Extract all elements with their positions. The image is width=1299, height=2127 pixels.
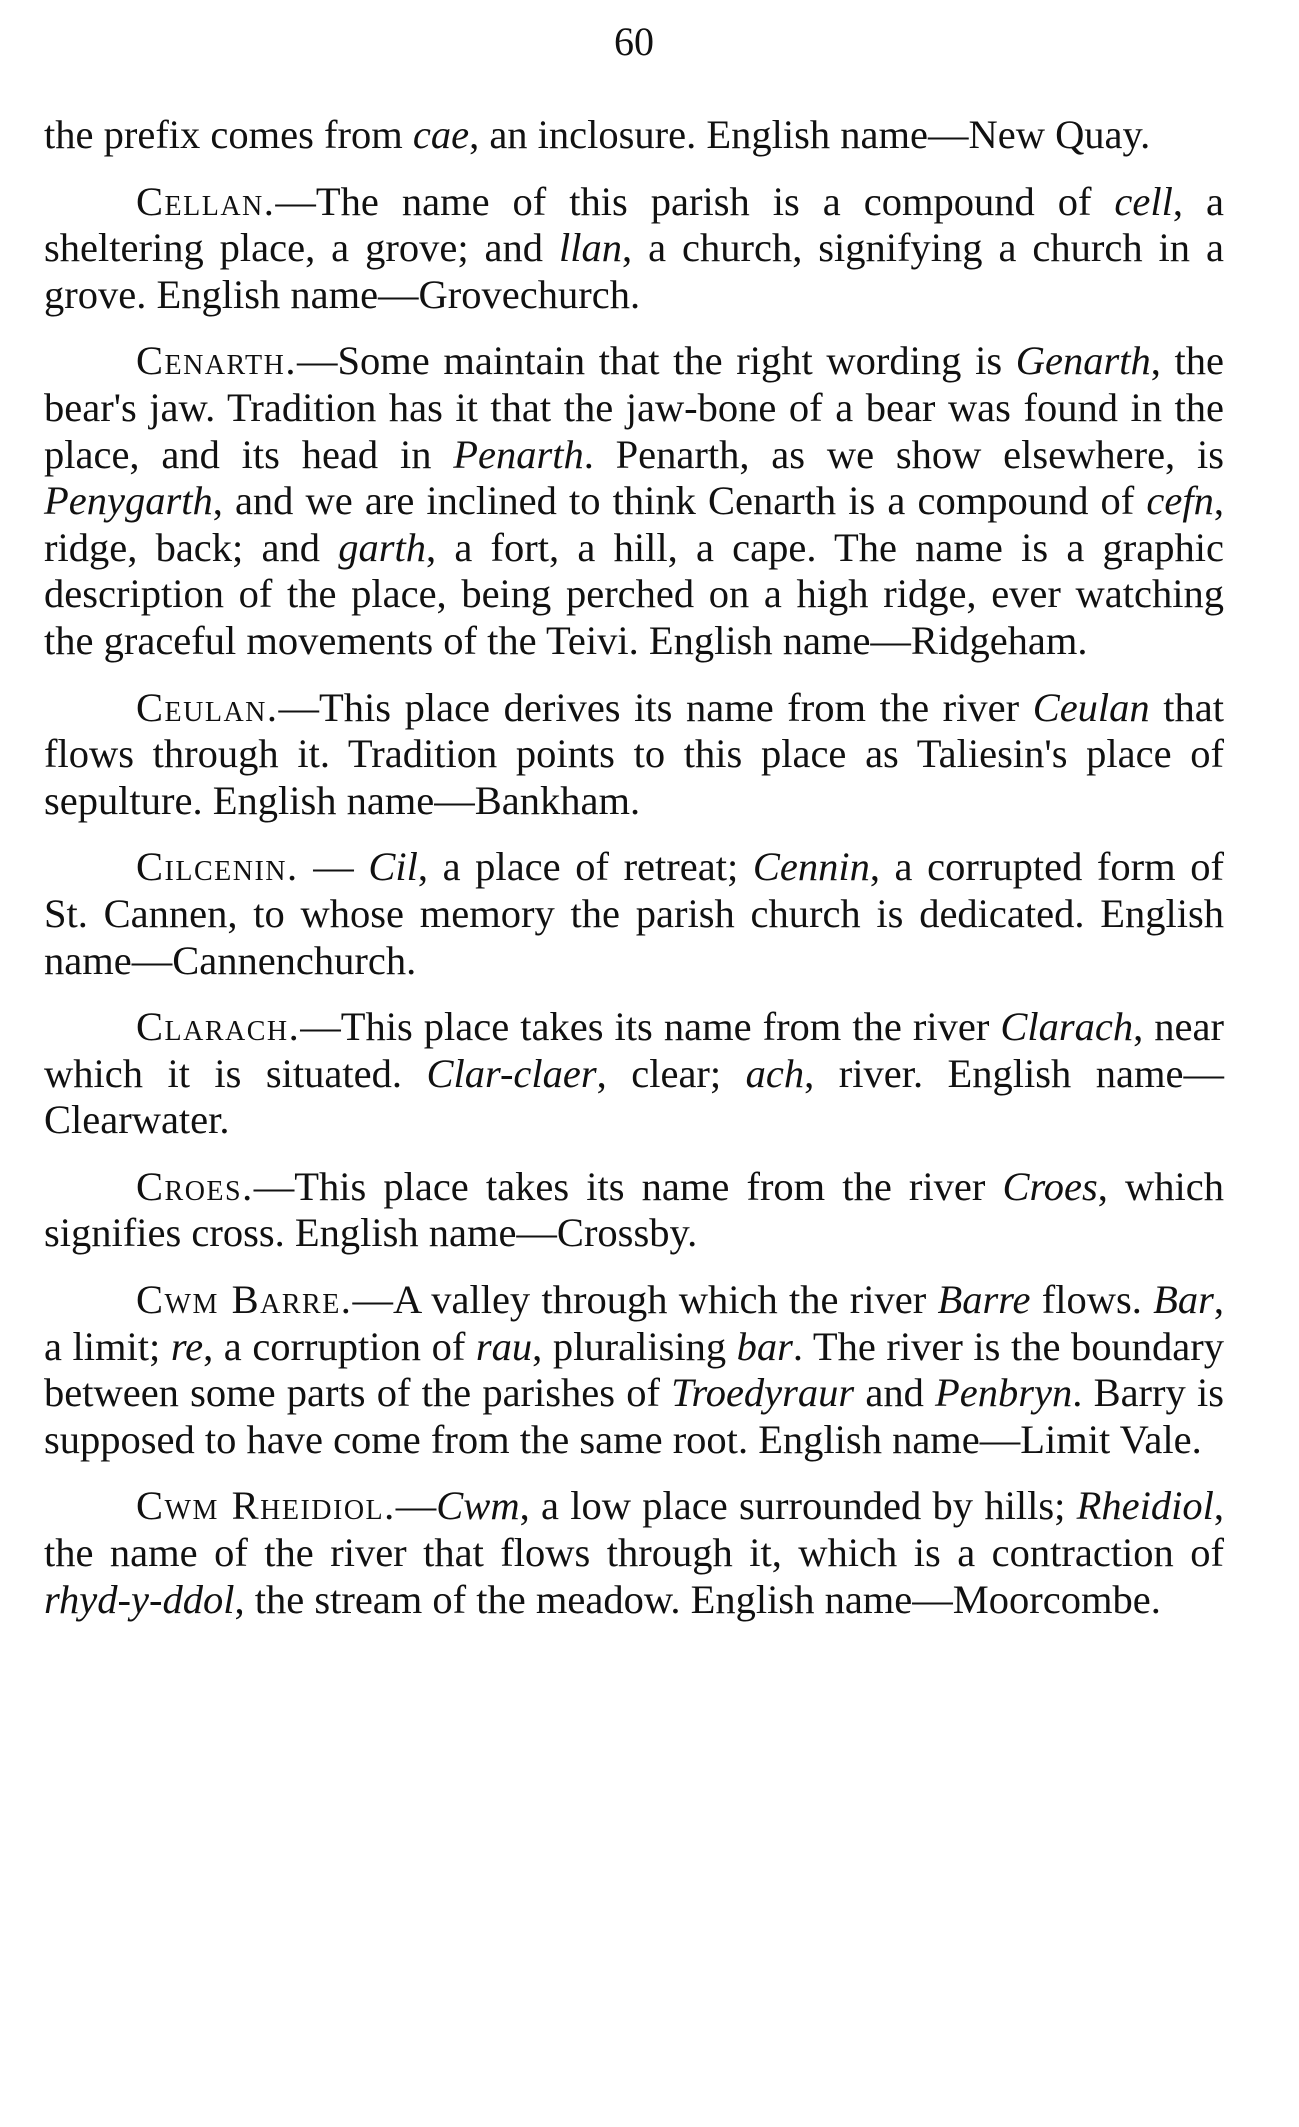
body-text: —This place takes its name from the river	[253, 1163, 1003, 1209]
body-text: —This place derives its name from the river	[278, 684, 1033, 730]
italic-term: Bar	[1153, 1277, 1214, 1323]
italic-term: cae	[412, 112, 470, 157]
body-text: , river. English name—Clearwater.	[44, 1050, 1224, 1143]
body-text: —	[298, 844, 369, 890]
entry-paragraph	[44, 179, 1224, 319]
italic-term: Clar-claer	[426, 1050, 597, 1096]
body-text: , a low place surrounded by hills;	[519, 1483, 1077, 1529]
page-number: 60	[614, 19, 654, 64]
paragraph-continuation	[44, 112, 1224, 159]
body-text: , pluralising	[532, 1323, 737, 1369]
body-text: —	[395, 1483, 437, 1529]
italic-term: Barre	[937, 1277, 1031, 1323]
body-text: , and we are inclined to think Cenarth is a compound of	[212, 478, 1147, 524]
body-text: , the bear's jaw. Tradition has it that the jaw-bone of a bear was found in the place, and its head in	[44, 338, 1224, 477]
entry-heading: Croes.	[136, 1163, 254, 1209]
body-text: that flows through it. Tradition points to this place as Taliesin's place of sepulture. English name—Bankham.	[44, 684, 1224, 823]
body-text: —Some maintain that the right wording is	[297, 338, 1016, 384]
italic-term: Penbryn	[935, 1370, 1073, 1416]
italic-term: garth	[338, 524, 426, 570]
body-text: , which signifies cross. English name—Crossby.	[44, 1163, 1224, 1256]
italic-term: rhyd-y-ddol	[44, 1576, 235, 1622]
italic-term: cell	[1114, 178, 1173, 224]
italic-term: Penygarth	[44, 478, 213, 524]
body-text: . Penarth, as we show elsewhere, is	[583, 431, 1224, 477]
text-body	[44, 112, 1224, 1643]
entry-heading: Cwm Rheidiol.	[136, 1483, 396, 1529]
entry-paragraph	[44, 1004, 1224, 1144]
entry-paragraph	[44, 1164, 1224, 1257]
italic-term: re	[170, 1323, 204, 1369]
entry-heading: Cellan.	[136, 178, 276, 224]
italic-term: llan	[558, 225, 622, 271]
body-text: and	[854, 1370, 936, 1416]
entry-heading: Cenarth.	[136, 338, 298, 384]
italic-term: Croes	[1002, 1163, 1098, 1209]
italic-term: Clarach	[1000, 1004, 1134, 1050]
body-text: , the name of the river that flows through it, which is a contraction of	[44, 1483, 1224, 1576]
body-text: , a place of retreat;	[417, 844, 753, 890]
entry-heading: Cwm Barre.	[136, 1277, 353, 1323]
body-text: , a fort, a hill, a cape. The name is a graphic description of the place, being perched on a high ridge, ever watching the graceful movements of the Teivi. English name—Ridgeham.	[44, 524, 1224, 663]
body-text: , the stream of the meadow. English name—Moorcombe.	[234, 1576, 1161, 1622]
entry-paragraph	[44, 1277, 1224, 1463]
entry-paragraph	[44, 338, 1224, 664]
italic-term: rau	[475, 1323, 533, 1369]
italic-term: Rheidiol	[1076, 1483, 1214, 1529]
italic-term: Cennin	[752, 844, 870, 890]
body-text: , a sheltering place, a grove; and	[44, 178, 1224, 271]
body-text: , clear;	[596, 1050, 746, 1096]
italic-term: Cwm	[436, 1483, 520, 1529]
italic-term: Cil	[368, 844, 418, 890]
body-text: the prefix comes from	[44, 112, 413, 157]
body-text: —This place takes its name from the river	[300, 1004, 1001, 1050]
italic-term: Troedyraur	[671, 1370, 855, 1416]
italic-term: cefn	[1146, 478, 1214, 524]
body-text: , an inclosure. English name—New Quay.	[469, 112, 1151, 157]
entry-heading: Clarach.	[136, 1004, 301, 1050]
entry-paragraph	[44, 844, 1224, 984]
body-text: , near which it is situated.	[44, 1004, 1224, 1096]
italic-term: Ceulan	[1032, 684, 1150, 730]
italic-term: bar	[736, 1323, 793, 1369]
body-text: . The river is the boundary between some parts of the parishes of	[44, 1323, 1224, 1416]
body-text: , a corrupted form of St. Cannen, to whose memory the parish church is dedicated. English name—Cannenchurch.	[44, 844, 1224, 983]
italic-term: ach	[745, 1050, 805, 1096]
body-text: , ridge, back; and	[44, 478, 1224, 570]
body-text: —The name of this parish is a compound of	[275, 178, 1115, 224]
body-text: . Barry is supposed to have come from the same root. English name—Limit Vale.	[44, 1370, 1224, 1462]
entry-paragraph	[44, 685, 1224, 825]
body-text: —A valley through which the river	[352, 1277, 938, 1323]
entry-heading: Ceulan.	[136, 684, 279, 730]
entry-paragraph	[44, 1483, 1224, 1623]
entry-heading: Cilcenin.	[136, 844, 299, 890]
body-text: , a limit;	[44, 1277, 1225, 1369]
italic-term: Genarth	[1015, 338, 1151, 384]
body-text: , a church, signifying a church in a grove. English name—Grovechurch.	[44, 225, 1224, 317]
body-text: , a corruption of	[203, 1323, 476, 1369]
italic-term: Penarth	[453, 431, 584, 477]
body-text: flows.	[1030, 1277, 1154, 1323]
